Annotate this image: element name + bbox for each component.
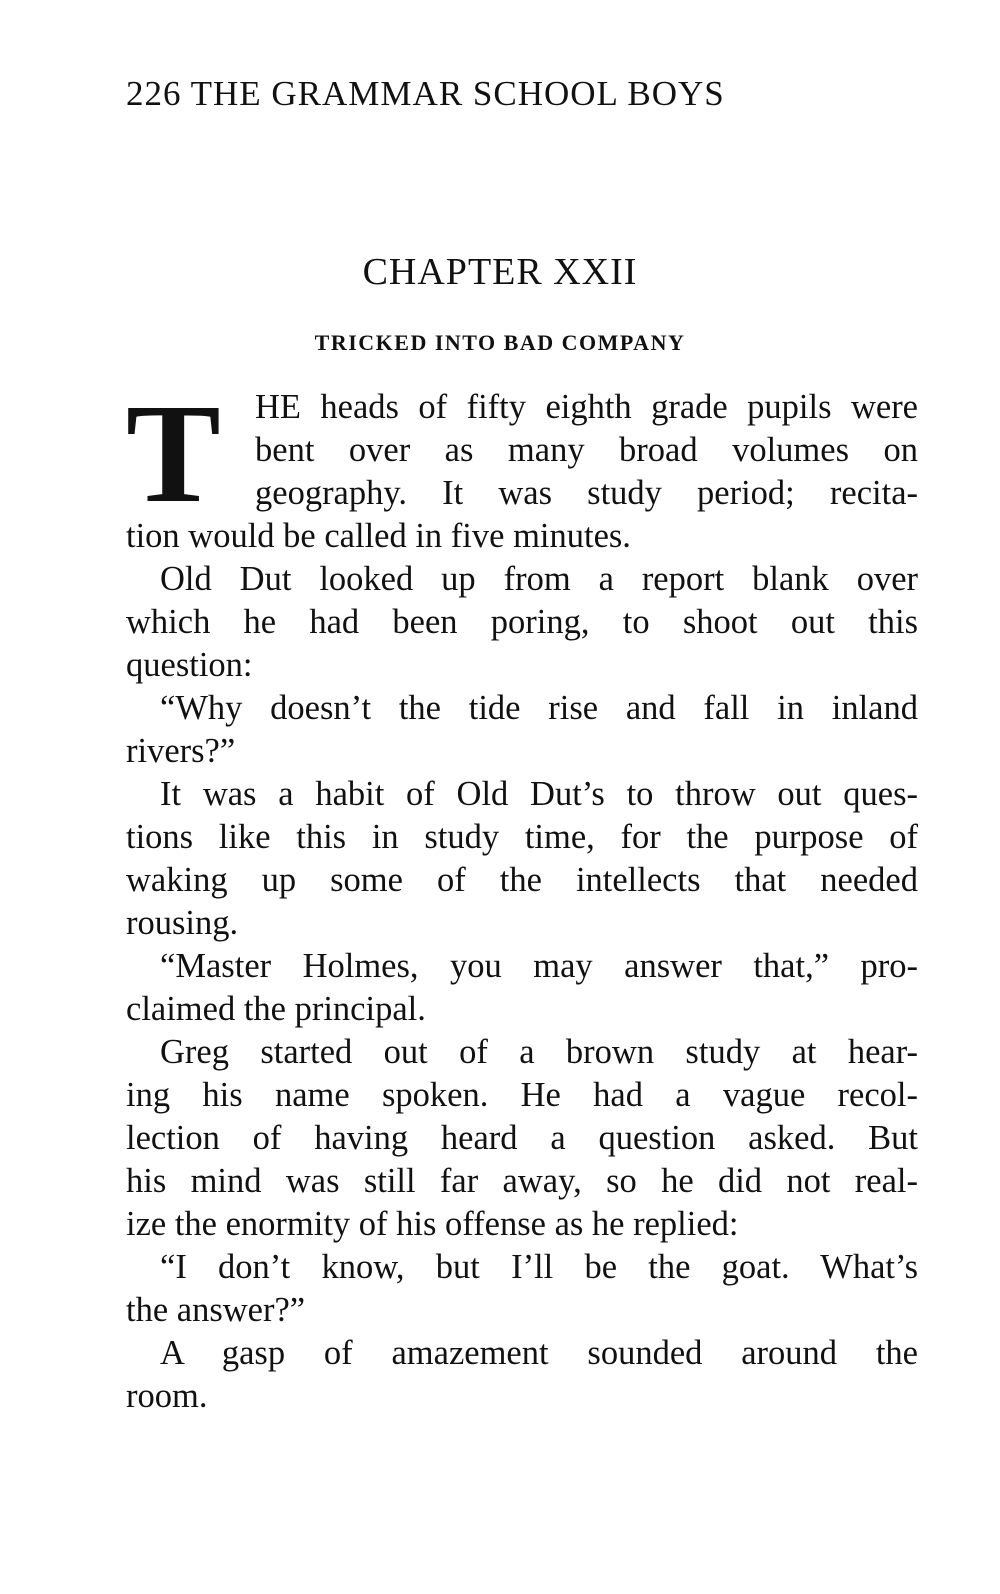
text-line: “I don’t know, but I’ll be the goat. What’s xyxy=(160,1248,918,1286)
text-line: ing his name spoken. He had a vague recol- xyxy=(126,1076,918,1114)
text-line: geography. It was study period; recita- xyxy=(255,474,918,512)
text-line: It was a habit of Old Dut’s to throw out ques- xyxy=(160,775,918,813)
text-line: ize the enormity of his offense as he replied: xyxy=(126,1205,739,1243)
chapter-subtitle: TRICKED INTO BAD COMPANY xyxy=(314,330,686,355)
text-line: claimed the principal. xyxy=(126,990,426,1028)
text-line: “Master Holmes, you may answer that,” pro- xyxy=(160,947,918,985)
text-line: A gasp of amazement sounded around the xyxy=(160,1334,918,1372)
body-text xyxy=(126,386,918,1418)
running-head: 226 THE GRAMMAR SCHOOL BOYS xyxy=(126,74,725,113)
text-line: room. xyxy=(126,1377,208,1415)
drop-cap: T xyxy=(126,374,221,532)
text-line: rivers?” xyxy=(126,732,236,770)
text-line: tion would be called in five minutes. xyxy=(126,517,631,555)
text-line: Old Dut looked up from a report blank over xyxy=(160,560,918,598)
text-line: Greg started out of a brown study at hear- xyxy=(160,1033,918,1071)
text-line: his mind was still far away, so he did not real- xyxy=(126,1162,918,1200)
text-line: waking up some of the intellects that needed xyxy=(126,861,918,899)
text-line: the answer?” xyxy=(126,1291,306,1329)
text-line: lection of having heard a question asked. But xyxy=(126,1119,918,1157)
text-line: “Why doesn’t the tide rise and fall in inland xyxy=(160,689,918,727)
text-line: tions like this in study time, for the purpose of xyxy=(126,818,918,856)
text-line: HE heads of fifty eighth grade pupils were xyxy=(255,388,918,426)
text-line: rousing. xyxy=(126,904,239,942)
text-line: bent over as many broad volumes on xyxy=(255,431,918,469)
chapter-title: CHAPTER XXII xyxy=(362,251,638,293)
text-line: question: xyxy=(126,646,253,684)
text-line: which he had been poring, to shoot out this xyxy=(126,603,918,641)
